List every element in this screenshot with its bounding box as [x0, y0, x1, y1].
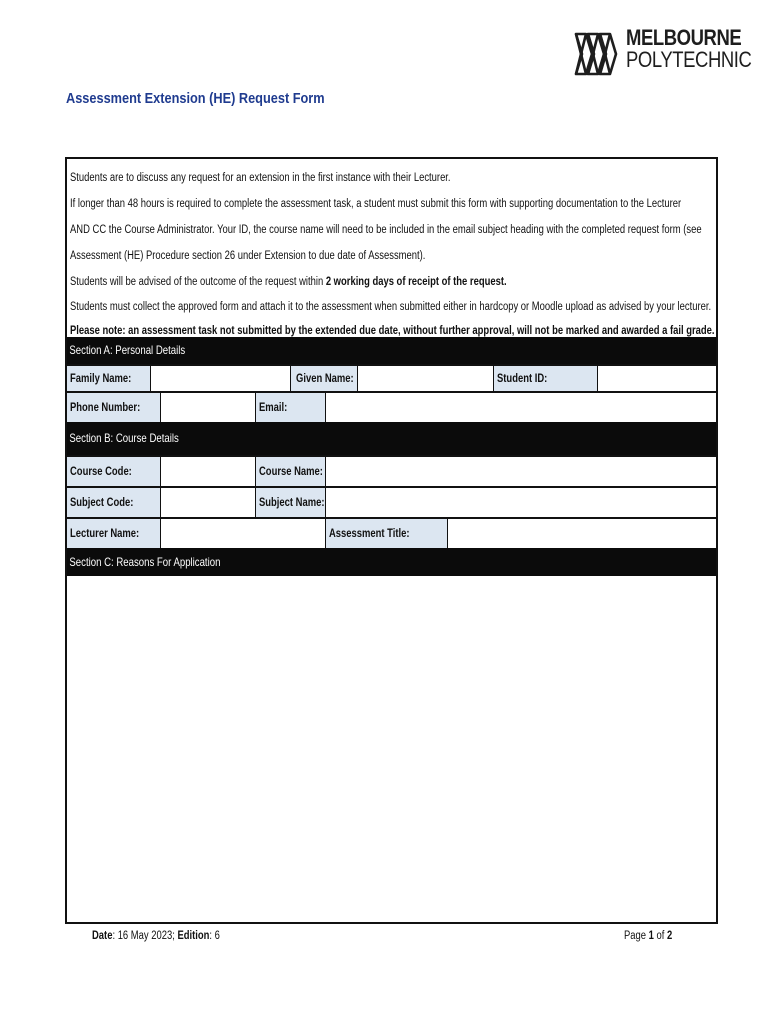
- footer-page-of: of: [653, 930, 668, 942]
- footer-date-edition: [92, 930, 220, 942]
- subject-name-label-text: Subject Name:: [259, 496, 325, 509]
- logo-line-1: MELBOURNE: [626, 25, 742, 50]
- footer-date-value: : 16 May 2023;: [112, 930, 178, 942]
- intro-line: Assessment (HE) Procedure section 26 under Extension to due date of Assessment).: [70, 250, 426, 262]
- student-id-label: [494, 366, 598, 391]
- melbourne-polytechnic-logo: [574, 25, 752, 80]
- subject-code-label-text: Subject Code:: [70, 496, 134, 509]
- course-details-row-1: [67, 455, 716, 486]
- given-name-label: [291, 366, 358, 391]
- section-b-heading-text: Section B: Course Details: [69, 431, 179, 445]
- subject-name-label: [256, 488, 326, 517]
- course-code-field[interactable]: [161, 457, 256, 486]
- intro-outcome-emphasis: 2 working days of receipt of the request.: [325, 276, 507, 288]
- section-a-heading-text: Section A: Personal Details: [69, 343, 186, 357]
- phone-number-label: [67, 393, 161, 422]
- assessment-title-label-text: Assessment Title:: [329, 527, 410, 540]
- email-field[interactable]: [326, 393, 716, 422]
- logo-wordmark: [626, 27, 770, 71]
- course-name-label: [256, 457, 326, 486]
- personal-details-row-1: [67, 364, 716, 391]
- course-details-row-3: [67, 517, 716, 548]
- course-code-label-text: Course Code:: [70, 465, 132, 478]
- assessment-title-label: [326, 519, 448, 548]
- intro-outcome-text: Students will be advised of the outcome of the request within: [70, 276, 326, 288]
- melbourne-polytechnic-logo-icon: [574, 29, 622, 79]
- family-name-field[interactable]: [151, 366, 291, 391]
- section-c-heading-text: Section C: Reasons For Application: [69, 555, 221, 569]
- footer-date-label: Date: [92, 930, 113, 942]
- subject-name-field[interactable]: [326, 488, 716, 517]
- course-details-row-2: [67, 486, 716, 517]
- subject-code-field[interactable]: [161, 488, 256, 517]
- family-name-label-text: Family Name:: [70, 372, 132, 385]
- page-title: Assessment Extension (HE) Request Form: [66, 90, 325, 107]
- request-form: [65, 157, 718, 924]
- given-name-label-text: Given Name:: [296, 372, 354, 385]
- lecturer-name-field[interactable]: [161, 519, 326, 548]
- footer-page-current: 1: [648, 930, 654, 942]
- intro-text: [70, 165, 713, 343]
- reasons-text-area[interactable]: [67, 576, 716, 922]
- intro-line: Students are to discuss any request for an extension in the first instance with their Lecturer.: [70, 172, 451, 184]
- logo-line-2: POLYTECHNIC: [626, 47, 752, 72]
- course-code-label: [67, 457, 161, 486]
- phone-number-label-text: Phone Number:: [70, 401, 141, 414]
- section-c-heading: [67, 548, 716, 576]
- section-b-heading: [67, 422, 716, 455]
- footer-edition-label: Edition: [177, 930, 210, 942]
- subject-code-label: [67, 488, 161, 517]
- family-name-label: [67, 366, 151, 391]
- email-label: [256, 393, 326, 422]
- phone-number-field[interactable]: [161, 393, 256, 422]
- course-name-field[interactable]: [326, 457, 716, 486]
- student-id-field[interactable]: [598, 366, 716, 391]
- assessment-title-field[interactable]: [448, 519, 716, 548]
- intro-line: If longer than 48 hours is required to complete the assessment task, a student must submit this form with supporting documentation to the Lecturer: [70, 198, 682, 210]
- footer-edition-value: : 6: [209, 930, 220, 942]
- lecturer-name-label: [67, 519, 161, 548]
- intro-line: Students must collect the approved form and attach it to the assessment when submitted either in hardcopy or Moodle upload as advised by your lecturer.: [70, 301, 712, 313]
- lecturer-name-label-text: Lecturer Name:: [70, 527, 140, 540]
- section-a-heading: [67, 337, 716, 364]
- footer-page-prefix: Page: [624, 930, 649, 942]
- email-label-text: Email:: [259, 401, 288, 414]
- intro-note-text: Please note: an assessment task not submitted by the extended due date, without further approval, will not be marked and awarded a fail grade.: [70, 325, 715, 337]
- footer-page-total: 2: [667, 930, 673, 942]
- course-name-label-text: Course Name:: [259, 465, 323, 478]
- student-id-label-text: Student ID:: [497, 372, 548, 385]
- intro-line: AND CC the Course Administrator. Your ID, the course name will need to be included in the email subject heading with the completed request form (see: [70, 224, 702, 236]
- given-name-field[interactable]: [358, 366, 494, 391]
- personal-details-row-2: [67, 391, 716, 422]
- footer-page-number: [624, 930, 672, 942]
- intro-line: [70, 269, 597, 295]
